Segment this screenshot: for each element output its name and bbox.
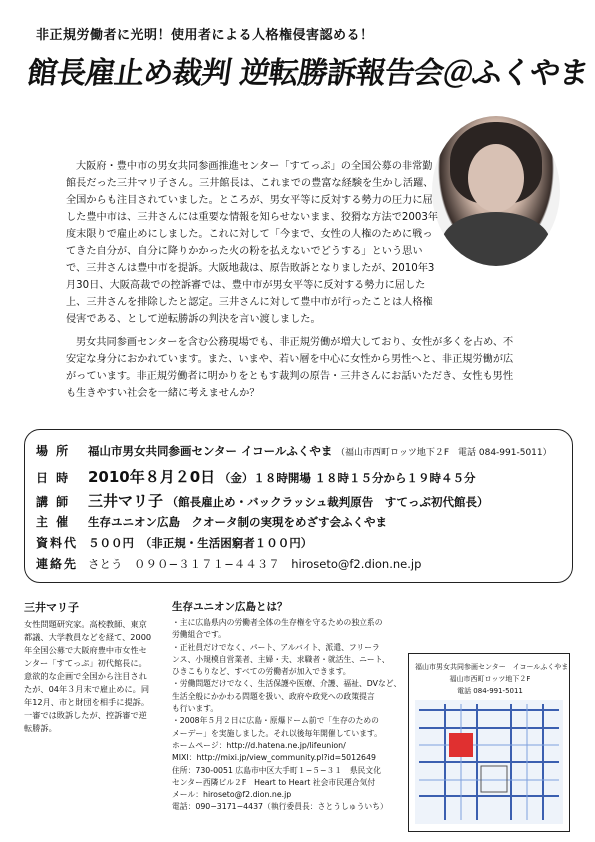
union-mixi-link[interactable]: MIXI：http://mixi.jp/view_community.pl?id=5012649 xyxy=(172,753,376,763)
union-email-link[interactable]: メール：hiroseto@f2.dion.ne.jp xyxy=(172,790,292,800)
venue-label: 場 所 xyxy=(36,444,71,458)
street-map-graphic xyxy=(415,700,563,824)
body-paragraph-1: 大阪府・豊中市の男女共同参画推進センター「すてっぷ」の全国公募の非常勤館長だった三井マリ子さん。三井館長は、これまでの豊富な経験を生かし活躍、全国からも注目されていました。ところが、男女平等に反対する勢力の圧力に屈した豊中市は、三井さんには重要な情報を知らせないまま、狡猾な方法で2003年度末限りで雇止めにしました。これに対して「今まで、女性の人権のために戦ってきた自分が、自分に降りかかった火の粉を払えないでどうする」という思いで、三井さんは豊中市を提訴。大阪地裁は、原告敗訴となりましたが、2010年3月30日、大阪高裁での控訴審では、豊中市が男女平等に反対する勢力に屈した上、三井さんを排除したと認定。三井さんに対して豊中市が行ったことは人格権侵害である、として逆転勝訴の判決を言い渡しました。 xyxy=(66,161,438,325)
venue-marker xyxy=(449,733,473,757)
date-row xyxy=(36,466,476,487)
speaker-profile xyxy=(24,599,152,735)
union-info xyxy=(172,599,402,814)
date-label: 日 時 xyxy=(36,471,71,485)
kicker-text: 非正規労働者に光明！使用者による人格権侵害認める！ xyxy=(36,28,374,43)
union-line: センター西隣ビル２F Heart to Heart 社会市民運合気付 xyxy=(172,777,376,787)
venue-row xyxy=(36,442,552,459)
union-line: ・2008年５月２日に広島・原爆ドーム前で「生存のための xyxy=(172,716,379,726)
fee-row xyxy=(36,534,312,551)
union-title: 生存ユニオン広島とは？ xyxy=(172,601,288,613)
body-paragraph-2: 男女共同参画センターを含む公務現場でも、非正規労働が増大しており、女性が多くを占め、不安定な身分におかれています。また、いまや、若い層を中心に女性から男性へと、非正規労働が広がっています。非正規労働者に明かりをともす裁判の原告・三井さんにお話いただき、女性も男性も生きやすい社会を一緒に考えませんか？ xyxy=(66,337,514,399)
union-line: メーデー」を実施しました。それ以後毎年開催しています。 xyxy=(172,728,382,738)
venue-map xyxy=(408,653,570,832)
map-venue-name: 福山市男女共同参画センター イコールふくやま xyxy=(415,663,569,671)
union-line: 生活全般にかかわる問題を扱い、政府や政党への政策提言 xyxy=(172,691,375,701)
contact-value: さとう ０９０−３１７１−４４３７ hiroseto@f2.dion.ne.jp xyxy=(88,557,422,571)
union-line: ひきこもりなど、すべての労働者が加入できます。 xyxy=(172,667,351,677)
union-line: ・労働問題だけでなく、生活保護や医療、介護、福祉、DVなど、 xyxy=(172,679,402,689)
venue-value: 福山市男女共同参画センター イコールふくやま xyxy=(88,444,333,458)
contact-row xyxy=(36,555,421,572)
union-line: ・主に広島県内の労働者全体の生存権を守るための独立系の xyxy=(172,618,383,627)
map-venue-address: 福山市西町ロッツ地下２F xyxy=(449,675,531,683)
union-homepage-link[interactable]: ホームページ：http://d.hatena.ne.jp/lifeunion/ xyxy=(172,740,346,750)
page-title: 館長雇止め裁判 逆転勝訴報告会＠ふくやま xyxy=(25,56,591,91)
union-line: も行います。 xyxy=(172,704,219,714)
date-value: 2010年８月２0日 xyxy=(88,468,216,486)
union-line: ・正社員だけでなく、パート、アルバイト、派遣、フリーラ xyxy=(172,642,380,652)
union-line: 住所：730-0051 広島市中区大手町１−５−３１ 県民文化 xyxy=(172,765,382,775)
host-label: 主 催 xyxy=(36,515,71,529)
time-value: １８時１５分から１９時４５分 xyxy=(314,471,476,485)
fee-value: ５００円 （非正規・生活困窮者１００円） xyxy=(88,536,313,550)
contact-label: 連絡先 xyxy=(36,557,79,571)
union-line: ンス、小規模自営業者、主婦・夫、求職者・就活生、ニート、 xyxy=(172,654,390,664)
union-line: 電話：090−3171−4437（執行委員長：さとうしゅういち） xyxy=(172,802,388,812)
speaker-note: （館長雇止め・バックラッシュ裁判原告 すてっぷ初代館長） xyxy=(166,495,489,509)
map-venue-phone: 電話 084-991-5011 xyxy=(457,687,523,695)
speaker-photo xyxy=(432,116,560,266)
weekday-value: （金）１８時開場 xyxy=(218,471,311,485)
speaker-label: 講 師 xyxy=(36,495,71,509)
host-row xyxy=(36,513,387,530)
profile-text: 女性問題研究家。高校教師、東京都議、大学教員などを経て、2000年全国公募で大阪府豊中市女性センター「すてっぷ」初代館長に。意欲的な企画で全国から注目されたが、04年３月末で雇止めに。同年12月、市と財団を相手に提訴。一審では敗訴したが、控訴審で逆転勝訴。 xyxy=(24,619,152,733)
venue-note: （福山市西町ロッツ地下２F 電話 084-991-5011） xyxy=(336,448,552,458)
union-line: 労働組合です。 xyxy=(172,630,226,640)
profile-title: 三井マリ子 xyxy=(24,601,79,614)
fee-label: 資料代 xyxy=(36,536,79,550)
host-value: 生存ユニオン広島 クオータ制の実現をめざす会ふくやま xyxy=(88,515,387,529)
speaker-name: 三井マリ子 xyxy=(88,492,164,510)
speaker-row xyxy=(36,490,489,511)
